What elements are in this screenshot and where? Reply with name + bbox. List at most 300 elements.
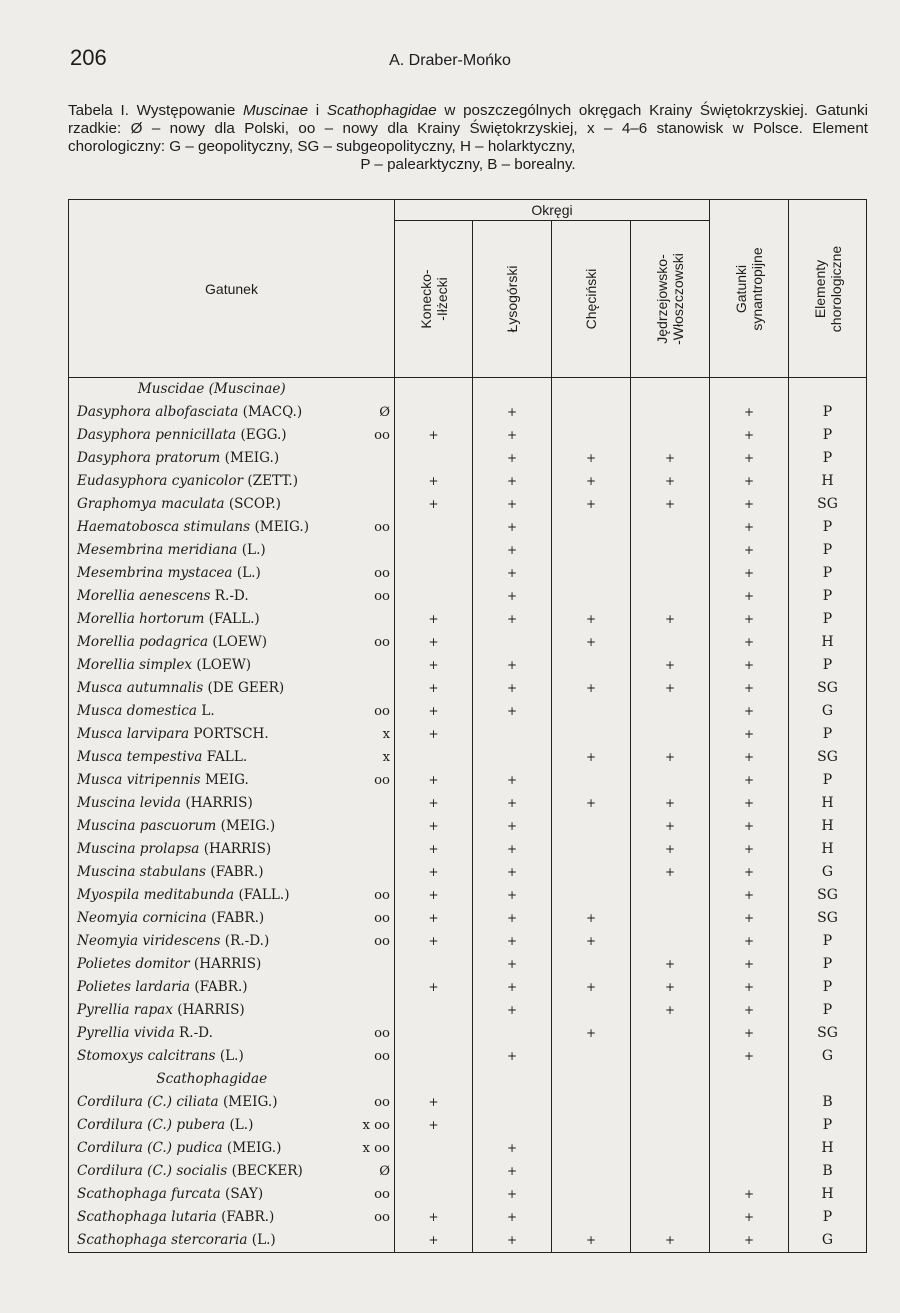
synanthropic-cell: + [710,562,789,585]
district-cell [631,631,710,654]
table-row [69,516,867,539]
synanthropic-cell: + [710,608,789,631]
species-cell [69,608,355,631]
table-row [69,585,867,608]
table-row [69,1183,867,1206]
caption-last-line: P – palearktyczny, B – borealny. [360,156,576,173]
synanthropic-cell [710,1137,789,1160]
district-cell: + [395,838,473,861]
chorological-cell: B [789,1091,867,1114]
district-cell: + [631,608,710,631]
species-cell [69,1045,355,1068]
district-cell: + [395,1114,473,1137]
synanthropic-cell: + [710,838,789,861]
district-cell [552,1114,631,1137]
district-cell [552,999,631,1022]
species-cell [69,723,355,746]
rarity-cell: oo [374,704,390,719]
district-cell: + [473,884,552,907]
species-cell [69,700,355,723]
district-cell [395,401,473,424]
district-cell [631,1160,710,1183]
species-author: (FABR.) [194,979,248,995]
rarity-cell [355,493,395,516]
district-cell [552,1137,631,1160]
district-cell: + [395,976,473,999]
table-row [69,700,867,723]
synanthropic-cell: + [710,953,789,976]
chorological-cell: SG [789,677,867,700]
chorological-cell: P [789,723,867,746]
district-cell [552,838,631,861]
table-row [69,1137,867,1160]
district-cell [473,1091,552,1114]
district-cell: + [473,999,552,1022]
district-cell: + [395,723,473,746]
species-author: (FALL.) [238,887,290,903]
chorological-cell: H [789,470,867,493]
table-row [69,1160,867,1183]
table-row [69,838,867,861]
rarity-cell [355,447,395,470]
district-cell [552,585,631,608]
species-name: Musca tempestiva [77,749,203,765]
chorological-cell: G [789,861,867,884]
district-cell [631,1045,710,1068]
district-cell: + [473,1229,552,1253]
table-row [69,792,867,815]
district-cell: + [473,424,552,447]
species-table [68,199,867,1253]
chorological-cell: P [789,447,867,470]
rarity-cell: oo [374,428,390,443]
synanthropic-cell: + [710,976,789,999]
district-cell [631,585,710,608]
species-cell [69,838,355,861]
header-district-3 [552,221,631,378]
district-cell [552,769,631,792]
species-cell [69,1114,355,1137]
district-cell [395,585,473,608]
rarity-cell [355,677,395,700]
synanthropic-cell: + [710,769,789,792]
synanthropic-cell: + [710,447,789,470]
species-author: (FABR.) [211,910,265,926]
species-author: (HARRIS) [193,956,262,972]
district-cell [395,1045,473,1068]
species-cell [69,999,355,1022]
table-row [69,723,867,746]
table-body [69,378,867,1253]
chorological-cell: P [789,539,867,562]
species-author: L. [201,703,215,719]
district-cell: + [631,976,710,999]
district-cell: + [473,516,552,539]
district-cell [631,884,710,907]
rarity-cell: oo [374,635,390,650]
caption-rest: w poszczególnych okręgach Krainy Świętokrzyskiej. Gatunki rzadkie: Ø – nowy dla Polski, oo – nowy dla Krainy Świętokrzyskiej, x – 4–6 stanowisk w Polsce. Element chorologiczny: G – geopolityczny, SG – subgeopolityczny, H – holarktyczny, [68,102,868,155]
district-cell: + [631,447,710,470]
chorological-cell [789,1068,867,1091]
species-cell [69,516,355,539]
district-cell: + [473,1183,552,1206]
district-cell [395,1068,473,1091]
chorological-cell: G [789,1045,867,1068]
caption-mid: i [308,102,327,119]
species-cell [69,424,355,447]
district-cell [552,1206,631,1229]
species-name: Muscina prolapsa [77,841,200,857]
family-name: Scathophagidae [69,1068,355,1091]
table-row [69,746,867,769]
species-name: Haematobosca stimulans [77,519,251,535]
rarity-cell: oo [374,566,390,581]
table-row [69,562,867,585]
district-cell: + [473,700,552,723]
header-district-4-label: Jędrzejowsko- -Włoszczowski [654,253,686,345]
district-cell: + [473,1206,552,1229]
species-author: (FALL.) [208,611,260,627]
species-name: Neomyia cornicina [77,910,207,926]
caption-taxon-muscinae: Muscinae [243,102,309,119]
chorological-cell: P [789,401,867,424]
synanthropic-cell [710,1114,789,1137]
synanthropic-cell: + [710,815,789,838]
chorological-cell: H [789,1183,867,1206]
chorological-cell: P [789,999,867,1022]
district-cell [552,1183,631,1206]
district-cell [552,723,631,746]
species-author: (LOEW) [196,657,252,673]
synanthropic-cell: + [710,470,789,493]
district-cell [552,378,631,402]
chorological-cell: P [789,1114,867,1137]
chorological-cell: H [789,815,867,838]
table-row [69,539,867,562]
species-cell [69,976,355,999]
species-author: PORTSCH. [193,726,269,742]
district-cell [631,378,710,402]
synanthropic-cell: + [710,792,789,815]
species-cell [69,447,355,470]
synanthropic-cell: + [710,677,789,700]
species-cell [69,1160,355,1183]
district-cell: + [631,470,710,493]
rarity-cell [355,608,395,631]
table-row [69,1229,867,1253]
species-name: Stomoxys calcitrans [77,1048,216,1064]
table-row [69,1206,867,1229]
district-cell [631,769,710,792]
district-cell [395,447,473,470]
rarity-cell: x oo [362,1118,390,1133]
species-cell [69,493,355,516]
district-cell [552,401,631,424]
district-cell [552,861,631,884]
rarity-cell [355,378,395,402]
species-author: MEIG. [204,772,249,788]
species-name: Dasyphora pratorum [77,450,221,466]
synanthropic-cell: + [710,1206,789,1229]
district-cell: + [395,700,473,723]
district-cell: + [395,815,473,838]
species-author: R.-D. [179,1025,213,1041]
synanthropic-cell [710,1160,789,1183]
district-cell [395,1183,473,1206]
synanthropic-cell: + [710,539,789,562]
district-cell [395,1137,473,1160]
rarity-cell: oo [374,773,390,788]
district-cell: + [395,930,473,953]
rarity-cell: oo [374,934,390,949]
district-cell [395,378,473,402]
district-cell [473,723,552,746]
chorological-cell: P [789,654,867,677]
district-cell: + [631,654,710,677]
chorological-cell: P [789,976,867,999]
district-cell: + [473,1160,552,1183]
header-synanthropic [710,200,789,378]
species-cell [69,470,355,493]
district-cell: + [631,493,710,516]
district-cell: + [395,631,473,654]
header-district-2 [473,221,552,378]
family-row [69,378,867,402]
page-number: 206 [70,45,107,70]
species-author: (FABR.) [221,1209,275,1225]
district-cell [631,562,710,585]
rarity-cell: Ø [379,405,390,420]
header-okregi: Okręgi [395,200,710,221]
species-name: Eudasyphora cyanicolor [77,473,244,489]
chorological-cell: H [789,792,867,815]
species-cell [69,815,355,838]
rarity-cell: oo [374,520,390,535]
synanthropic-cell: + [710,493,789,516]
species-author: (MEIG.) [222,1094,278,1110]
district-cell [552,1045,631,1068]
district-cell: + [631,1229,710,1253]
rarity-cell: oo [374,1049,390,1064]
district-cell: + [395,608,473,631]
district-cell: + [552,631,631,654]
species-author: (L.) [251,1232,276,1248]
district-cell [631,1206,710,1229]
synanthropic-cell: + [710,907,789,930]
district-cell [552,424,631,447]
district-cell: + [395,1206,473,1229]
species-cell [69,562,355,585]
species-name: Musca larvipara [77,726,190,742]
district-cell: + [395,769,473,792]
district-cell [473,1022,552,1045]
species-name: Cordilura (C.) pudica [77,1140,223,1156]
district-cell: + [552,470,631,493]
district-cell [395,1160,473,1183]
district-cell: + [473,769,552,792]
synanthropic-cell: + [710,746,789,769]
species-name: Cordilura (C.) socialis [77,1163,228,1179]
rarity-cell: oo [374,1187,390,1202]
district-cell [631,1068,710,1091]
synanthropic-cell: + [710,401,789,424]
species-name: Musca autumnalis [77,680,204,696]
chorological-cell: SG [789,1022,867,1045]
species-author: FALL. [206,749,248,765]
rarity-cell [355,953,395,976]
rarity-cell [355,976,395,999]
district-cell: + [473,562,552,585]
rarity-cell: x [382,750,390,765]
table-row [69,953,867,976]
district-cell [552,700,631,723]
species-name: Dasyphora albofasciata [77,404,239,420]
district-cell: + [395,424,473,447]
header-chorological [789,200,867,378]
chorological-cell: P [789,953,867,976]
district-cell [631,401,710,424]
chorological-cell: SG [789,884,867,907]
synanthropic-cell: + [710,930,789,953]
synanthropic-cell: + [710,1022,789,1045]
table-row [69,861,867,884]
table-row [69,424,867,447]
species-name: Neomyia viridescens [77,933,221,949]
district-cell [552,516,631,539]
species-cell [69,861,355,884]
chorological-cell: P [789,608,867,631]
species-cell [69,792,355,815]
chorological-cell: G [789,1229,867,1253]
table-row [69,1022,867,1045]
district-cell: + [473,953,552,976]
district-cell [631,907,710,930]
table-row [69,654,867,677]
rarity-cell [355,861,395,884]
header-district-1-label: Konecko- -Iłżecki [417,269,450,329]
chorological-cell: SG [789,907,867,930]
header-chorological-label: Elementy chorologiczne [811,245,844,332]
chorological-cell: H [789,838,867,861]
rarity-cell [355,999,395,1022]
synanthropic-cell: + [710,723,789,746]
district-cell [631,930,710,953]
synanthropic-cell [710,1091,789,1114]
species-name: Scathophaga stercoraria [77,1232,248,1248]
species-name: Polietes domitor [77,956,190,972]
district-cell [552,1160,631,1183]
district-cell: + [552,677,631,700]
table-row [69,470,867,493]
species-author: (DE GEER) [207,680,285,696]
species-name: Mesembrina mystacea [77,565,233,581]
district-cell: + [473,861,552,884]
district-cell: + [631,792,710,815]
synanthropic-cell: + [710,654,789,677]
species-cell [69,1091,355,1114]
species-author: (MACQ.) [242,404,303,420]
table-row [69,769,867,792]
species-cell [69,769,355,792]
species-author: (MEIG.) [254,519,310,535]
species-author: (SCOP.) [228,496,281,512]
species-name: Cordilura (C.) pubera [77,1117,226,1133]
district-cell [631,1022,710,1045]
species-cell [69,1229,355,1253]
rarity-cell: oo [374,888,390,903]
district-cell: + [552,447,631,470]
district-cell: + [631,815,710,838]
species-author: (MEIG.) [226,1140,282,1156]
district-cell: + [552,493,631,516]
district-cell [552,884,631,907]
district-cell: + [473,585,552,608]
district-cell [631,539,710,562]
species-author: (BECKER) [231,1163,303,1179]
chorological-cell: H [789,631,867,654]
synanthropic-cell: + [710,585,789,608]
species-name: Pyrellia vivida [77,1025,175,1041]
district-cell: + [473,815,552,838]
caption-taxon-scathophagidae: Scathophagidae [326,102,437,119]
district-cell [631,723,710,746]
district-cell: + [395,677,473,700]
rarity-cell: oo [374,1095,390,1110]
rarity-cell [355,792,395,815]
species-name: Musca vitripennis [77,772,201,788]
synanthropic-cell: + [710,1045,789,1068]
district-cell: + [552,1229,631,1253]
species-name: Morellia aenescens [77,588,211,604]
chorological-cell: SG [789,746,867,769]
rarity-cell: oo [374,911,390,926]
rarity-cell: oo [374,1026,390,1041]
species-cell [69,654,355,677]
district-cell [552,815,631,838]
species-cell [69,930,355,953]
caption-prefix: Tabela I. Występowanie [68,102,244,119]
district-cell: + [631,953,710,976]
district-cell: + [631,677,710,700]
table-row [69,999,867,1022]
header-district-4 [631,221,710,378]
chorological-cell: P [789,930,867,953]
table-row [69,1045,867,1068]
species-author: (L.) [219,1048,244,1064]
district-cell: + [473,792,552,815]
species-cell [69,585,355,608]
species-name: Muscina stabulans [77,864,206,880]
synanthropic-cell: + [710,1229,789,1253]
synanthropic-cell: + [710,516,789,539]
table-row [69,884,867,907]
synanthropic-cell [710,1068,789,1091]
species-author: (MEIG.) [224,450,280,466]
table-row [69,1091,867,1114]
district-cell [552,1091,631,1114]
district-cell [473,1114,552,1137]
district-cell [395,999,473,1022]
species-name: Muscina levida [77,795,182,811]
district-cell: + [552,792,631,815]
species-name: Myospila meditabunda [77,887,235,903]
district-cell: + [473,401,552,424]
species-author: (R.-D.) [224,933,270,949]
district-cell [631,700,710,723]
chorological-cell: P [789,1206,867,1229]
table-row [69,1114,867,1137]
chorological-cell: P [789,562,867,585]
